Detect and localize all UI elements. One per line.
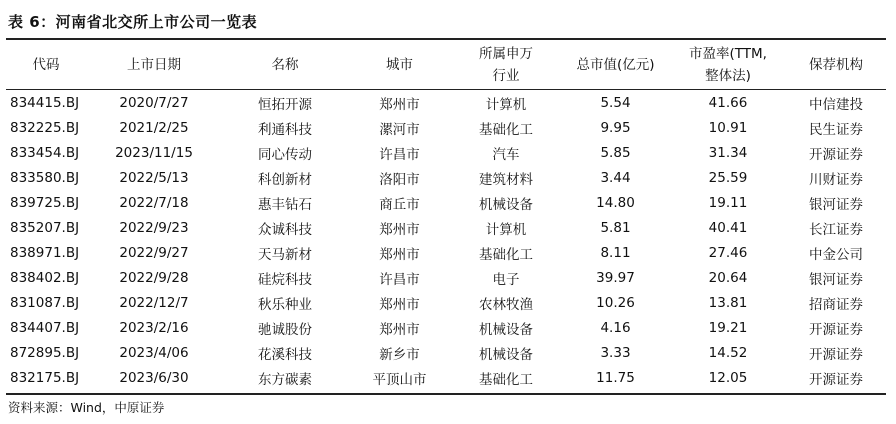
table-row	[6, 140, 886, 165]
cell-date: 2022/9/23	[119, 219, 189, 236]
column-header-label-line2: 行业	[492, 67, 520, 84]
cell-sponsor: 开源证券	[809, 371, 863, 388]
cell-name: 科创新材	[258, 171, 312, 188]
column-header-date	[86, 40, 222, 89]
cell-pe: 31.34	[708, 144, 748, 161]
cell-industry: 建筑材料	[479, 171, 533, 188]
cell-date: 2022/9/28	[119, 269, 189, 286]
cell-city: 郑州市	[379, 296, 420, 313]
cell-sponsor: 中信建投	[809, 96, 863, 113]
cell-name: 天马新材	[258, 246, 312, 263]
bottom-rule	[6, 393, 886, 395]
cell-industry: 电子	[492, 271, 520, 288]
cell-pe: 12.05	[708, 369, 748, 386]
column-header-code	[6, 40, 86, 89]
cell-industry: 基础化工	[479, 246, 533, 263]
cell-date: 2023/2/16	[119, 319, 189, 336]
cell-industry: 计算机	[485, 221, 527, 238]
cell-city: 平顶山市	[372, 371, 427, 388]
column-header-label: 上市日期	[127, 56, 181, 73]
table-row	[6, 215, 886, 240]
cell-industry: 基础化工	[479, 371, 533, 388]
cell-code: 832175.BJ	[10, 369, 80, 386]
cell-industry: 机械设备	[479, 346, 533, 363]
cell-city: 商丘市	[379, 196, 420, 213]
column-header-name	[222, 40, 348, 89]
cell-city: 郑州市	[379, 221, 420, 238]
cell-name: 秋乐种业	[258, 296, 312, 313]
table-body	[6, 89, 886, 390]
cell-sponsor: 长江证券	[809, 221, 863, 238]
cell-name: 东方碳素	[258, 371, 312, 388]
cell-code: 834415.BJ	[10, 94, 80, 111]
cell-industry: 汽车	[492, 146, 520, 163]
cell-date: 2022/5/13	[119, 169, 189, 186]
cell-pe: 41.66	[708, 94, 748, 111]
table-row	[6, 315, 886, 340]
cell-pe: 19.21	[708, 319, 748, 336]
cell-pe: 14.52	[708, 344, 748, 361]
cell-sponsor: 银河证券	[809, 196, 863, 213]
cell-mcap: 14.80	[596, 194, 635, 211]
column-header-label: 名称	[271, 56, 299, 73]
table-row	[6, 340, 886, 365]
cell-pe: 20.64	[708, 269, 748, 286]
cell-code: 872895.BJ	[10, 344, 80, 361]
cell-code: 839725.BJ	[10, 194, 80, 211]
cell-code: 834407.BJ	[10, 319, 80, 336]
column-header-label: 所属申万	[479, 45, 533, 62]
cell-mcap: 10.26	[596, 294, 635, 311]
cell-code: 833454.BJ	[10, 144, 80, 161]
column-header-label-line2: 整体法)	[705, 67, 751, 84]
cell-mcap: 5.54	[600, 94, 631, 111]
table-title: 表 6：河南省北交所上市公司一览表	[8, 13, 258, 31]
cell-sponsor: 开源证券	[809, 321, 863, 338]
cell-sponsor: 开源证券	[809, 346, 863, 363]
cell-city: 郑州市	[379, 321, 420, 338]
column-header-pe	[670, 40, 786, 89]
cell-mcap: 5.85	[600, 144, 631, 161]
cell-mcap: 39.97	[596, 269, 635, 286]
cell-date: 2022/9/27	[119, 244, 189, 261]
table-row	[6, 165, 886, 190]
cell-mcap: 9.95	[600, 119, 631, 136]
cell-mcap: 3.33	[600, 344, 631, 361]
cell-name: 硅烷科技	[258, 271, 312, 288]
source-note: 资料来源：Wind，中原证券	[8, 400, 165, 415]
cell-name: 恒拓开源	[258, 96, 312, 113]
table-row	[6, 190, 886, 215]
column-header-label: 保荐机构	[809, 56, 863, 73]
cell-pe: 10.91	[708, 119, 748, 136]
cell-city: 郑州市	[379, 96, 420, 113]
cell-name: 利通科技	[258, 121, 312, 138]
cell-mcap: 4.16	[600, 319, 631, 336]
cell-pe: 25.59	[708, 169, 748, 186]
cell-code: 835207.BJ	[10, 219, 80, 236]
cell-name: 驰诚股份	[258, 321, 312, 338]
cell-name: 众诚科技	[258, 221, 312, 238]
cell-mcap: 11.75	[596, 369, 635, 386]
column-header-label: 市盈率(TTM,	[689, 45, 767, 62]
cell-date: 2023/11/15	[115, 144, 193, 161]
cell-pe: 40.41	[708, 219, 748, 236]
header-row	[6, 40, 886, 89]
column-header-city	[348, 40, 451, 89]
cell-city: 郑州市	[379, 246, 420, 263]
table-row	[6, 240, 886, 265]
cell-date: 2023/4/06	[119, 344, 189, 361]
cell-mcap: 5.81	[600, 219, 631, 236]
column-header-mcap	[561, 40, 670, 89]
cell-city: 洛阳市	[379, 171, 420, 188]
cell-date: 2023/6/30	[119, 369, 189, 386]
cell-industry: 农林牧渔	[479, 296, 533, 313]
cell-city: 漯河市	[379, 121, 420, 138]
column-header-sponsor	[786, 40, 886, 89]
table-row	[6, 89, 886, 115]
cell-date: 2020/7/27	[119, 94, 189, 111]
cell-sponsor: 中金公司	[809, 246, 863, 263]
cell-code: 831087.BJ	[10, 294, 80, 311]
cell-code: 838402.BJ	[10, 269, 80, 286]
cell-name: 花溪科技	[258, 346, 312, 363]
cell-city: 新乡市	[379, 346, 420, 363]
table-row	[6, 290, 886, 315]
cell-code: 832225.BJ	[10, 119, 80, 136]
cell-date: 2022/7/18	[119, 194, 189, 211]
cell-date: 2021/2/25	[119, 119, 189, 136]
cell-industry: 计算机	[485, 96, 527, 113]
cell-city: 许昌市	[379, 271, 420, 288]
cell-mcap: 8.11	[600, 244, 631, 261]
cell-industry: 基础化工	[479, 121, 533, 138]
column-header-label: 总市值(亿元)	[576, 56, 655, 73]
cell-industry: 机械设备	[479, 321, 533, 338]
cell-code: 833580.BJ	[10, 169, 80, 186]
column-header-label: 代码	[32, 56, 60, 73]
cell-pe: 19.11	[708, 194, 748, 211]
table-row	[6, 265, 886, 290]
cell-city: 许昌市	[379, 146, 420, 163]
column-header-industry	[451, 40, 561, 89]
cell-sponsor: 招商证券	[809, 296, 863, 313]
cell-sponsor: 银河证券	[809, 271, 863, 288]
cell-date: 2022/12/7	[119, 294, 189, 311]
cell-industry: 机械设备	[479, 196, 533, 213]
cell-name: 惠丰钻石	[258, 196, 312, 213]
cell-sponsor: 川财证券	[809, 171, 863, 188]
cell-pe: 13.81	[708, 294, 748, 311]
table-row	[6, 365, 886, 390]
cell-name: 同心传动	[258, 146, 312, 163]
cell-sponsor: 民生证券	[809, 121, 863, 138]
cell-mcap: 3.44	[600, 169, 631, 186]
table-row	[6, 115, 886, 140]
column-header-label: 城市	[386, 56, 413, 73]
cell-pe: 27.46	[708, 244, 748, 261]
cell-sponsor: 开源证券	[809, 146, 863, 163]
cell-code: 838971.BJ	[10, 244, 80, 261]
listed-companies-table	[6, 40, 886, 390]
